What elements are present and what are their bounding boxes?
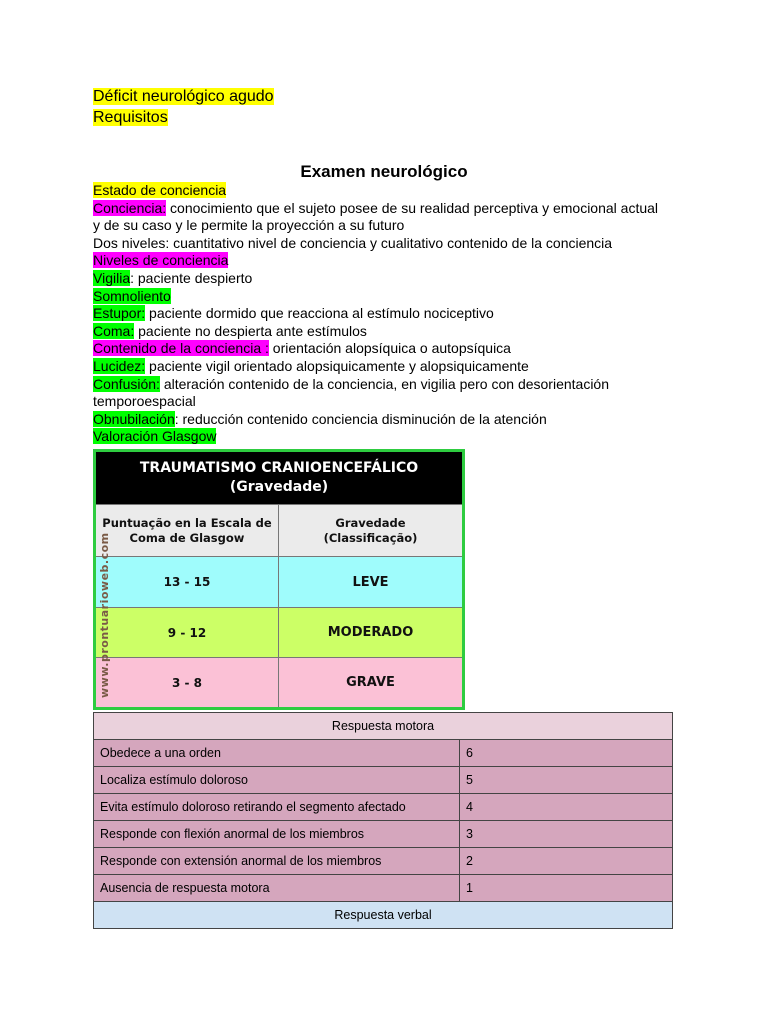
estado-line: Estado de conciencia [93,182,227,198]
table-row [94,767,673,794]
section-title: Examen neurológico [300,162,468,181]
somnoliento-line: Somnoliento [93,287,171,304]
motor-table-header [94,713,673,740]
tce-row-leve [96,556,462,607]
motor-score: 1 [460,875,673,902]
motor-label: Responde con extensión anormal de los miembros [94,848,460,875]
motor-score: 4 [460,794,673,821]
lucidez-line: Lucidez: paciente vigil orientado alopsiquicamente y alopsiquicamente [93,357,529,374]
motor-header-cell: Respuesta motora [94,713,673,740]
document-title: Déficit neurológico agudo [93,88,274,105]
verbal-header-cell: Respuesta verbal [94,902,673,929]
table-row [94,794,673,821]
table-row [94,875,673,902]
tce-column-headers [96,504,462,556]
tce-score: 3 - 8 [96,658,279,707]
document-subtitle: Requisitos [93,109,168,126]
confusion-line: Confusión: alteración contenido de la conciencia, en vigilia pero con desorientación [93,375,610,392]
tce-severity: GRAVE [346,675,395,690]
tce-row-moderado [96,607,462,657]
dos-niveles-line: Dos niveles: cuantitativo nivel de conciencia y cualitativo contenido de la conciencia [93,234,613,251]
tce-row-grave [96,657,462,707]
niveles-line: Niveles de conciencia [93,252,229,269]
coma-line: Coma: paciente no despierta ante estímulos [93,322,367,339]
motor-label: Obedece a una orden [94,740,460,767]
tce-col-severity-header: Gravedade (Classificação) [323,515,418,545]
table-row [94,821,673,848]
motor-label: Evita estímulo doloroso retirando el segmento afectado [94,794,460,821]
table-row [94,740,673,767]
tce-col-score-header: Puntuação en la Escala de Coma de Glasgow [96,505,279,556]
notes-body [93,182,678,446]
tce-score: 13 - 15 [96,557,279,607]
motor-label: Responde con flexión anormal de los miembros [94,821,460,848]
motor-response-table [93,712,673,929]
tce-table-title: TRAUMATISMO CRANIOENCEFÁLICO (Gravedade) [96,452,462,504]
tce-severity: MODERADO [327,625,414,640]
motor-score: 6 [460,740,673,767]
conciencia-line-2: y de su caso y le permite la proyección a su futuro [93,217,405,234]
verbal-table-header [94,902,673,929]
vigilia-line: Vigilia: paciente despierto [93,269,253,286]
table-row [94,848,673,875]
motor-score: 5 [460,767,673,794]
contenido-line: Contenido de la conciencia : orientación alopsíquica o autopsíquica [93,340,511,357]
confusion-line-2: temporoespacial [93,393,196,410]
watermark-text: www.prontuarioweb.com [98,532,111,698]
motor-label: Ausencia de respuesta motora [94,875,460,902]
tce-severity: LEVE [352,574,389,590]
motor-score: 2 [460,848,673,875]
tce-score: 9 - 12 [96,608,279,657]
conciencia-line: Conciencia: conocimiento que el sujeto posee de su realidad perceptiva y emocional actual [93,199,659,216]
motor-label: Localiza estímulo doloroso [94,767,460,794]
tce-severity-table [93,449,465,710]
motor-score: 3 [460,821,673,848]
estupor-line: Estupor: paciente dormido que reacciona al estímulo nociceptivo [93,305,494,322]
glasgow-line: Valoración Glasgow [93,428,217,445]
obnubilacion-line: Obnubilación: reducción contenido conciencia disminución de la atención [93,410,547,427]
